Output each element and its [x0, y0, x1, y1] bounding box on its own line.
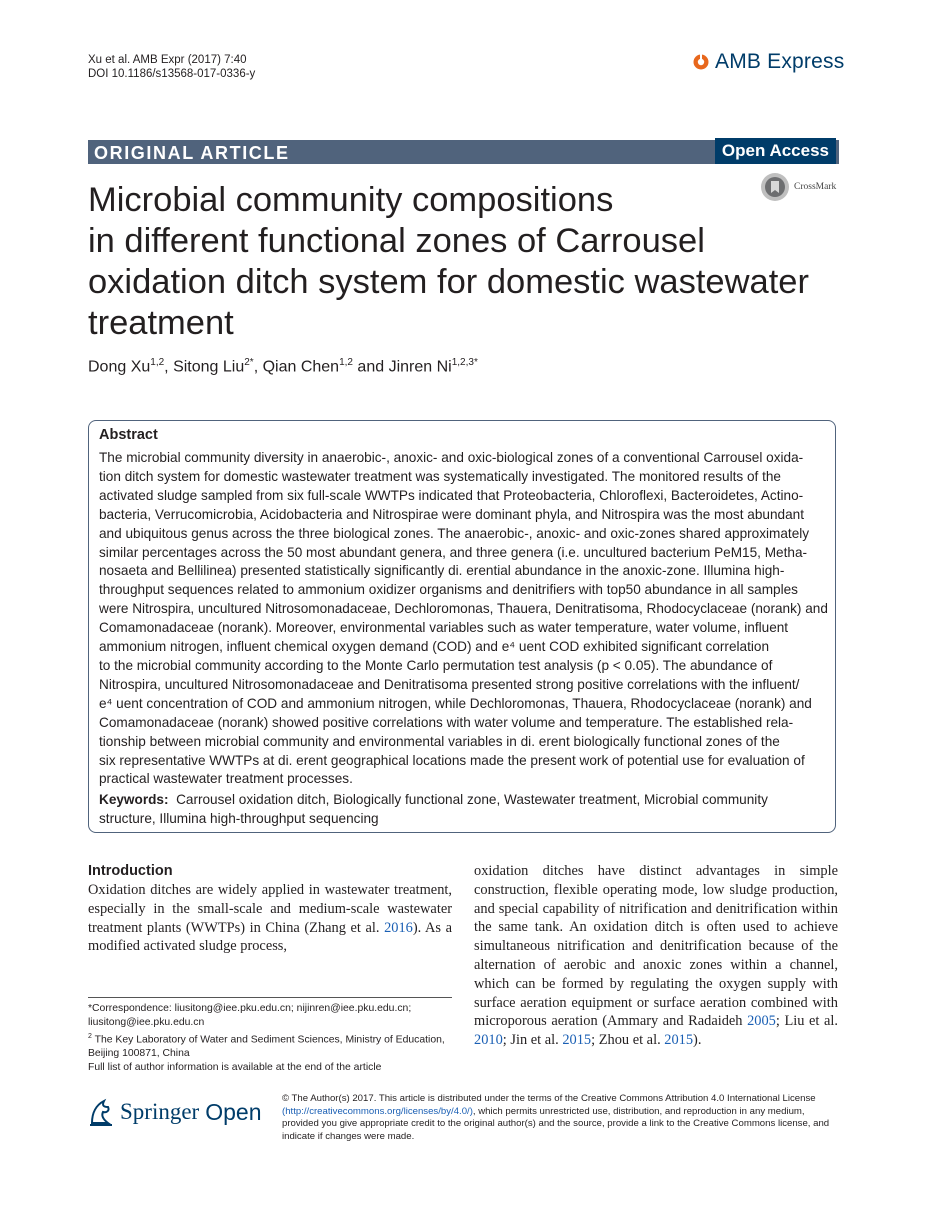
journal-logo-icon	[693, 54, 709, 70]
author-name[interactable]: Sitong Liu	[173, 358, 245, 376]
author-name[interactable]: Dong Xu	[88, 358, 151, 376]
abstract-heading: Abstract	[99, 427, 158, 443]
keywords-label: Keywords:	[99, 792, 169, 807]
intro-left-column	[88, 881, 452, 956]
abstract-line: Comamonadaceae (norank). Moreover, environmental variables such as water temperature, water volume, influent	[99, 620, 789, 636]
citation-text: ).	[693, 1032, 702, 1049]
intro-paragraph: Oxidation ditches are widely applied in wastewater treatment, especially in the small-scale and medium-scale wastewater treatment plants (WWTPs) in China (Zhang et al.	[88, 882, 452, 936]
footnote-divider	[88, 997, 452, 998]
open-access-badge: Open Access	[715, 138, 836, 164]
footnotes	[88, 1002, 452, 1075]
journal-brand[interactable]	[693, 50, 844, 74]
citation-link[interactable]: 2010	[474, 1032, 503, 1049]
abstract-line: similar percentages across the 50 most abundant genera, and three genera (i.e. uncultured bacterium PeM15, Metha-	[99, 544, 808, 560]
keywords-text: Carrousel oxidation ditch, Biologically functional zone, Wastewater treatment, Microbial community structure, Illumina high-throughput sequencing	[99, 792, 768, 826]
title-line: in different functional zones of Carrousel	[88, 222, 705, 260]
publisher-name: Springer	[120, 1099, 200, 1124]
citation-text: ; Liu et al.	[775, 1013, 838, 1030]
license-line: , which permits unrestricted use, distribution, and reproduction in any medium, provided you give appropriate credit to the original author(s) and the source, provide a link to the Creative Commons license, and indicate if changes were made.	[282, 1105, 830, 1142]
abstract-line: The microbial community diversity in anaerobic-, anoxic- and oxic-biological zones of a conventional Carrousel oxida-	[99, 450, 804, 465]
abstract-line: tion ditch system for domestic wastewater treatment was systematically investigated. The monitored results of the	[99, 468, 781, 484]
author-affiliation: 1,2,3*	[451, 357, 478, 368]
citation-link[interactable]: 2015	[562, 1032, 592, 1049]
abstract-line: tionship between microbial community and environmental variables in di. erent biologically functional zones of the	[99, 733, 780, 749]
abstract-line: activated sludge sampled from six full-scale WWTPs indicated that Proteobacteria, Chloroflexi, Bacteroidetes, Actino-	[99, 487, 804, 503]
citation-link[interactable]: 2005	[747, 1013, 776, 1030]
intro-right-column	[474, 862, 838, 1050]
correspondence-note: *Correspondence: liusitong@iee.pku.edu.cn; nijinren@iee.pku.edu.cn; liusitong@iee.pku.edu.cn	[88, 1003, 412, 1028]
abstract-line: ammonium nitrogen, influent chemical oxygen demand (COD) and e⁴ uent COD exhibited significant correlation	[99, 639, 770, 655]
author-separator: ,	[253, 358, 263, 376]
author-list	[88, 357, 478, 376]
author-affiliation: 2*	[244, 357, 254, 368]
abstract-line: Comamonadaceae (norank) showed positive correlations with water volume and temperature. The established rela-	[99, 714, 794, 730]
citation-link[interactable]: 2015	[664, 1032, 694, 1049]
keywords	[99, 791, 827, 829]
author-separator: ,	[164, 358, 174, 376]
publisher-logo[interactable]	[88, 1097, 261, 1127]
citation-text: ; Zhou et al.	[591, 1032, 665, 1049]
affiliation-text: The Key Laboratory of Water and Sediment Sciences, Ministry of Education, Beijing 100871, China	[88, 1034, 445, 1060]
abstract-line: Nitrospira, uncultured Nitrosomonadaceae and Denitratisoma presented strong positive correlations with the influent/	[99, 676, 800, 692]
section-heading-introduction: Introduction	[88, 863, 173, 879]
abstract-line: practical wastewater treatment processes.	[99, 771, 353, 787]
title-line: Microbial community compositions	[88, 181, 614, 219]
license-text	[282, 1093, 842, 1143]
license-link[interactable]: (http://creativecommons.org/licenses/by/4.0/)	[282, 1105, 473, 1117]
abstract-line: e⁴ uent concentration of COD and ammonium nitrogen, while Dechloromonas, Thauera, Rhodocyclaceae (norank) and	[99, 695, 812, 711]
author-affiliation: 1,2	[339, 357, 353, 368]
crossmark-label: CrossMark	[794, 182, 837, 192]
intro-paragraph: oxidation ditches have distinct advantages in simple construction, flexible operating mode, low sludge production, and special capability of nitrification and denitrification within the same tank. An oxidation ditch is often used to achieve simultaneous nitrification and denitrification because of the alternation of aerobic and anoxic zones within a channel, which can be formed by regulating the oxygen supply with surface aeration equipment or surface aeration combined with microporous aeration (Ammary and Radaideh	[474, 863, 838, 1030]
title-line: treatment	[88, 304, 234, 342]
journal-name: AMB Express	[715, 50, 845, 73]
abstract-line: bacteria, Verrucomicrobia, Acidobacteria and Nitrospirae were dominant phyla, and Nitrospira was the most abundant	[99, 506, 804, 522]
affiliation-number: 2	[88, 1033, 92, 1040]
citation-text: ; Jin et al.	[502, 1032, 563, 1049]
publisher-open: Open	[205, 1098, 262, 1125]
author-separator: and	[352, 358, 389, 376]
title-line: oxidation ditch system for domestic wastewater	[88, 263, 809, 301]
author-name[interactable]: Qian Chen	[262, 358, 340, 376]
abstract-line: and ubiquitous genus across the three biological zones. The anaerobic-, anoxic- and oxic-zones shared approximately	[99, 525, 810, 541]
abstract-line: were Nitrospira, uncultured Nitrosomonadaceae, Dechloromonas, Thauera, Denitratisoma, Rhodocyclaceae (norank) and	[99, 601, 828, 617]
citation-link[interactable]: 2016	[384, 919, 413, 936]
author-info-note: Full list of author information is available at the end of the article	[88, 1062, 382, 1074]
abstract-line: throughput sequences related to ammonium oxidizer organisms and denitrifiers with top50 abundance in all samples	[99, 582, 798, 598]
abstract-text	[99, 449, 827, 789]
doi: DOI 10.1186/s13568-017-0336-y	[88, 68, 256, 80]
article-type-label: ORIGINAL ARTICLE	[94, 143, 290, 163]
article-title	[88, 180, 848, 344]
citation: Xu et al. AMB Expr (2017) 7:40	[88, 54, 247, 66]
author-name[interactable]: Jinren Ni	[388, 358, 452, 376]
abstract-line: six representative WWTPs at di. erent geographical locations made the present work of potential use for evaluation of	[99, 752, 805, 768]
abstract-line: to the microbial community according to the Monte Carlo permutation test analysis (p < 0.05). The abundance of	[99, 657, 773, 673]
abstract-line: nosaeta and Bellilinea) presented statistically significantly di. erential abundance in the anoxic-zone. Illumina high-	[99, 563, 785, 579]
author-affiliation: 1,2	[150, 357, 165, 368]
license-line: © The Author(s) 2017. This article is distributed under the terms of the Creative Commons Attribution 4.0 International License	[282, 1093, 816, 1104]
intro-paragraph-tail: ). As a modified activated sludge process,	[88, 919, 452, 955]
springer-horse-icon	[88, 1097, 114, 1127]
affiliation-note	[88, 1030, 452, 1061]
